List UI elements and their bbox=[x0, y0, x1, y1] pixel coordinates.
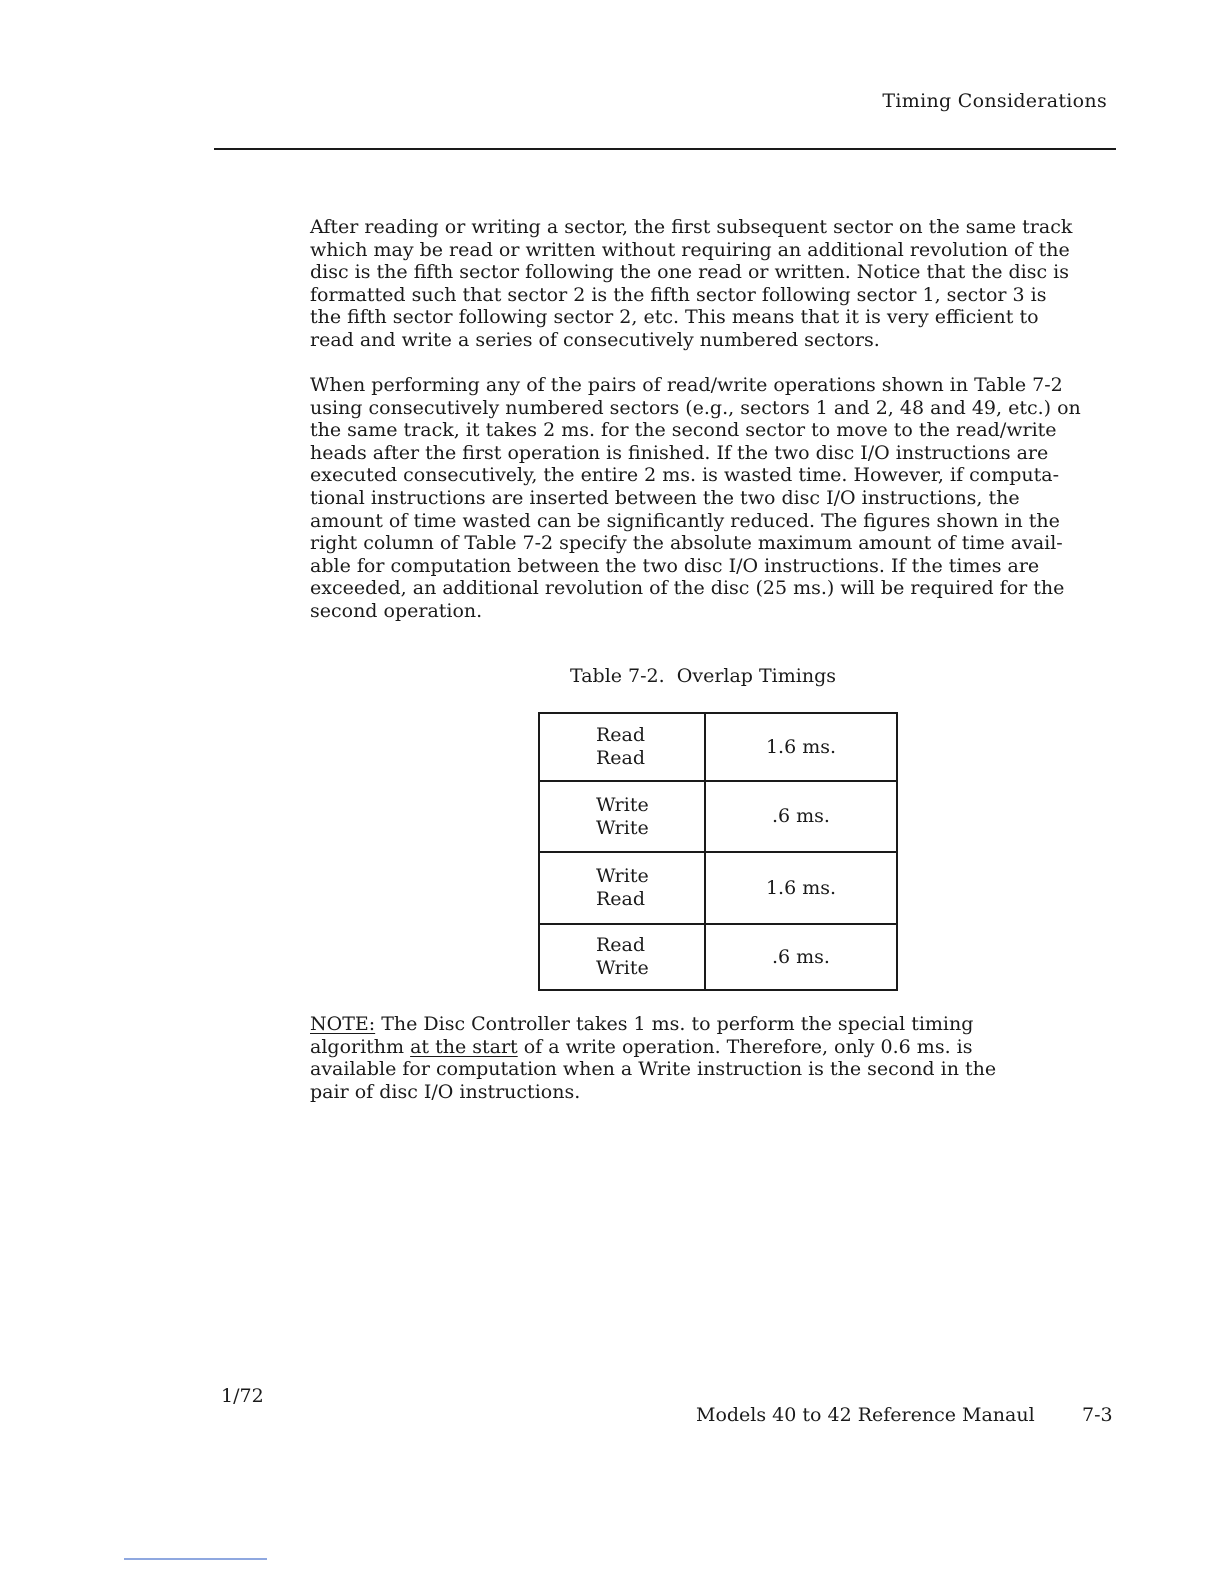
second-operation: Read bbox=[596, 888, 646, 910]
first-operation: Read bbox=[596, 724, 646, 747]
text-line: heads after the first operation is finished. If the two disc I/O instructions are bbox=[310, 441, 1049, 464]
page-number: 7-3 bbox=[1082, 1404, 1113, 1426]
text-line: the fifth sector following sector 2, etc. This means that it is very efficient to bbox=[310, 306, 1039, 329]
text-line: executed consecutively, the entire 2 ms. is wasted time. However, if computa- bbox=[310, 464, 1060, 487]
text-line: which may be read or written without requiring an additional revolution of the bbox=[310, 238, 1070, 261]
note-text: algorithm bbox=[310, 1035, 411, 1058]
table-row bbox=[539, 924, 897, 990]
text-line: tional instructions are inserted between the two disc I/O instructions, the bbox=[310, 486, 1020, 509]
text-line: using consecutively numbered sectors (e.g., sectors 1 and 2, 48 and 49, etc.) on bbox=[310, 396, 1081, 419]
operation-pair-cell bbox=[539, 781, 705, 852]
text-line: amount of time wasted can be significantly reduced. The figures shown in the bbox=[310, 509, 1060, 532]
text-line: available for computation when a Write instruction is the second in the bbox=[310, 1058, 997, 1081]
text-line: After reading or writing a sector, the first subsequent sector on the same track bbox=[310, 216, 1073, 238]
text-line: the same track, it takes 2 ms. for the second sector to move to the read/write bbox=[310, 419, 1057, 442]
header-rule bbox=[214, 148, 1116, 150]
running-head: Timing Considerations bbox=[882, 90, 1107, 112]
text-line: able for computation between the two disc I/O instructions. If the times are bbox=[310, 554, 1040, 577]
note-label: NOTE: bbox=[310, 1013, 376, 1035]
first-operation: Read bbox=[596, 934, 646, 957]
text-line: right column of Table 7-2 specify the absolute maximum amount of time avail- bbox=[310, 532, 1063, 555]
text-line: read and write a series of consecutively numbered sectors. bbox=[310, 328, 880, 351]
overlap-time-cell: .6 ms. bbox=[705, 781, 897, 852]
text-line: When performing any of the pairs of read/write operations shown in Table 7-2 bbox=[310, 374, 1063, 396]
first-operation: Write bbox=[596, 793, 649, 816]
text-line: pair of disc I/O instructions. bbox=[310, 1080, 581, 1103]
text-line bbox=[310, 1036, 1030, 1059]
note-text: The Disc Controller takes 1 ms. to perform the special timing bbox=[375, 1013, 974, 1035]
overlap-time-cell: 1.6 ms. bbox=[705, 852, 897, 924]
overlap-time-cell: 1.6 ms. bbox=[705, 713, 897, 781]
table-caption: Table 7-2. Overlap Timings bbox=[570, 665, 836, 687]
operation-pair-cell bbox=[539, 924, 705, 990]
text-line: exceeded, an additional revolution of the disc (25 ms.) will be required for the bbox=[310, 577, 1065, 600]
paragraph-sector-order bbox=[310, 216, 1122, 352]
table-row bbox=[539, 713, 897, 781]
scan-edge-mark bbox=[124, 1558, 267, 1560]
text-line: formatted such that sector 2 is the fifth sector following sector 1, sector 3 is bbox=[310, 283, 1047, 306]
operation-pair-cell bbox=[539, 713, 705, 781]
text-line: second operation. bbox=[310, 599, 483, 622]
second-operation: Write bbox=[596, 816, 649, 839]
second-operation: Read bbox=[596, 747, 646, 769]
text-line bbox=[310, 1013, 1030, 1036]
overlap-time-cell: .6 ms. bbox=[705, 924, 897, 990]
note-emphasis: at the start bbox=[410, 1035, 518, 1058]
second-operation: Write bbox=[596, 957, 649, 979]
table-row bbox=[539, 781, 897, 852]
footer-date: 1/72 bbox=[221, 1385, 264, 1407]
footer-manual-title: Models 40 to 42 Reference Manaul bbox=[696, 1404, 1035, 1426]
note-paragraph bbox=[310, 1013, 1030, 1103]
paragraph-overlap-timing bbox=[310, 374, 1122, 623]
first-operation: Write bbox=[596, 865, 649, 888]
table-row bbox=[539, 852, 897, 924]
note-text: of a write operation. Therefore, only 0.6 ms. is bbox=[517, 1035, 973, 1058]
text-line: disc is the fifth sector following the one read or written. Notice that the disc is bbox=[310, 261, 1069, 284]
overlap-timings-table bbox=[538, 712, 898, 991]
operation-pair-cell bbox=[539, 852, 705, 924]
